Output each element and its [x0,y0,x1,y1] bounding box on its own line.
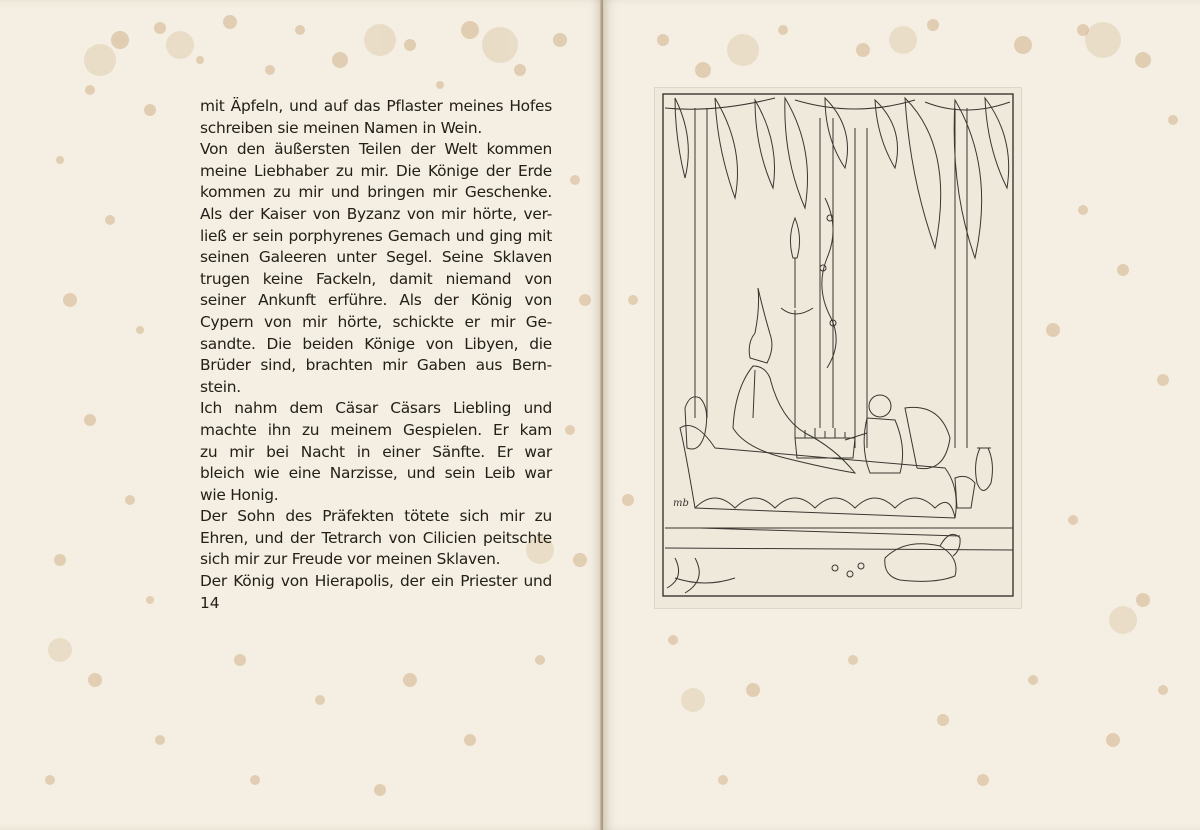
right-page [603,0,1200,830]
text-line: wie Honig. [200,485,279,504]
text-line: Ich nahm dem Cäsar Cäsars Liebling und [200,399,552,418]
artist-monogram: mb [673,498,689,509]
text-line: Der König von Hierapolis, der ein Priester und [200,572,552,591]
text-line: seiner Ankunft erführe. Als der König von [200,291,552,310]
text-line: meine Liebhaber zu mir. Die Könige der Erde [200,161,552,180]
text-line: schreiben sie meinen Namen in Wein. [200,118,483,137]
text-line: seinen Galeeren unter Segel. Seine Sklaven [200,248,552,267]
text-line: kommen zu mir und bringen mir Geschenke. [200,183,552,202]
text-line: Der Sohn des Präfekten tötete sich mir zu [200,507,552,526]
engraving-illustration [655,88,1021,608]
text-line: bleich wie eine Narzisse, und sein Leib war [200,464,552,483]
text-line: sandte. Die beiden Könige von Libyen, die [200,334,552,353]
text-block [200,96,552,593]
text-line: mit Äpfeln, und auf das Pflaster meines Hofes [200,97,552,115]
text-line: Ehren, und der Tetrarch von Cilicien peitschte [200,528,552,547]
text-line: ließ er sein porphyrenes Gemach und ging mit [200,226,552,245]
text-line: machte ihn zu meinem Gespielen. Er kam [200,420,552,439]
text-line: Als der Kaiser von Byzanz von mir hörte, ver- [200,204,552,223]
text-line: Von den äußersten Teilen der Welt kommen [200,140,552,159]
text-line: Cypern von mir hörte, schickte er mir Ge- [200,312,552,331]
text-line: stein. [200,377,241,396]
text-line: zu mir bei Nacht in einer Sänfte. Er war [200,442,552,461]
text-line: Brüder sind, brachten mir Gaben aus Bern- [200,356,552,375]
text-line: sich mir zur Freude vor meinen Sklaven. [200,550,501,569]
page-number: 14 [200,594,220,612]
illustration-plate [655,88,1021,608]
text-line: trugen keine Fackeln, damit niemand von [200,269,552,288]
